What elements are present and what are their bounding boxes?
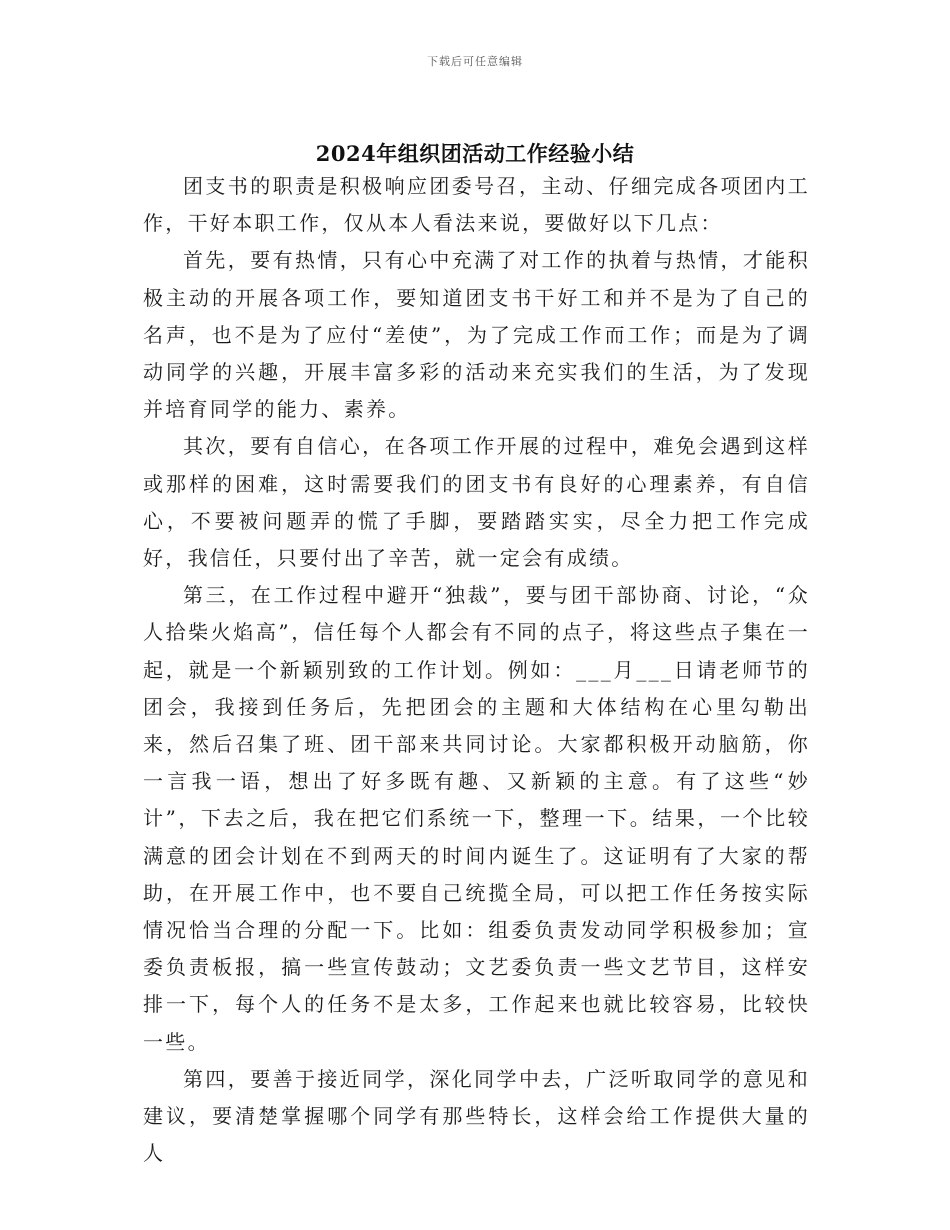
- document-body: [143, 168, 810, 1172]
- paragraph-1: 团支书的职责是积极响应团委号召，主动、仔细完成各项团内工作，干好本职工作，仅从本人看法来说，要做好以下几点：: [143, 174, 810, 236]
- paragraph-3: 其次，要有自信心，在各项工作开展的过程中，难免会遇到这样或那样的困难，这时需要我们的团支书有良好的心理素养，有自信心，不要被问题弄的慌了手脚，要踏踏实实，尽全力把工作完成好，我信任，只要付出了辛苦，就一定会有成绩。: [143, 434, 810, 571]
- paragraph-2: 首先，要有热情，只有心中充满了对工作的执着与热情，才能积极主动的开展各项工作，要知道团支书干好工和并不是为了自己的名声，也不是为了应付“差使”，为了完成工作而工作；而是为了调动同学的兴趣，开展丰富多彩的活动来充实我们的生活，为了发现并培育同学的能力、素养。: [143, 248, 810, 422]
- document-title: 2024年组织团活动工作经验小结: [315, 141, 635, 167]
- paragraph-4: 第三，在工作过程中避开“独裁”，要与团干部协商、讨论，“众人拾柴火焰高”，信任每个人都会有不同的点子，将这些点子集在一起，就是一个新颖别致的工作计划。例如：___月___日请老师节的团会，我接到任务后，先把团会的主题和大体结构在心里勾勒出来，然后召集了班、团干部来共同讨论。大家都积极开动脑筋，你一言我一语，想出了好多既有趣、又新颖的主意。有了这些“妙计”，下去之后，我在把它们系统一下，整理一下。结果，一个比较满意的团会计划在不到两天的时间内诞生了。这证明有了大家的帮助，在开展工作中，也不要自己统揽全局，可以把工作任务按实际情况恰当合理的分配一下。比如：组委负责发动同学积极参加；宣委负责板报，搞一些宣传鼓动；文艺委负责一些文艺节目，这样安排一下，每个人的任务不是太多，工作起来也就比较容易，比较快一些。: [143, 583, 810, 1054]
- page-header-note: 下载后可任意编辑: [427, 55, 523, 68]
- paragraph-5: 第四，要善于接近同学，深化同学中去，广泛听取同学的意见和建议，要清楚掌握哪个同学有那些特长，这样会给工作提供大量的人: [143, 1066, 810, 1166]
